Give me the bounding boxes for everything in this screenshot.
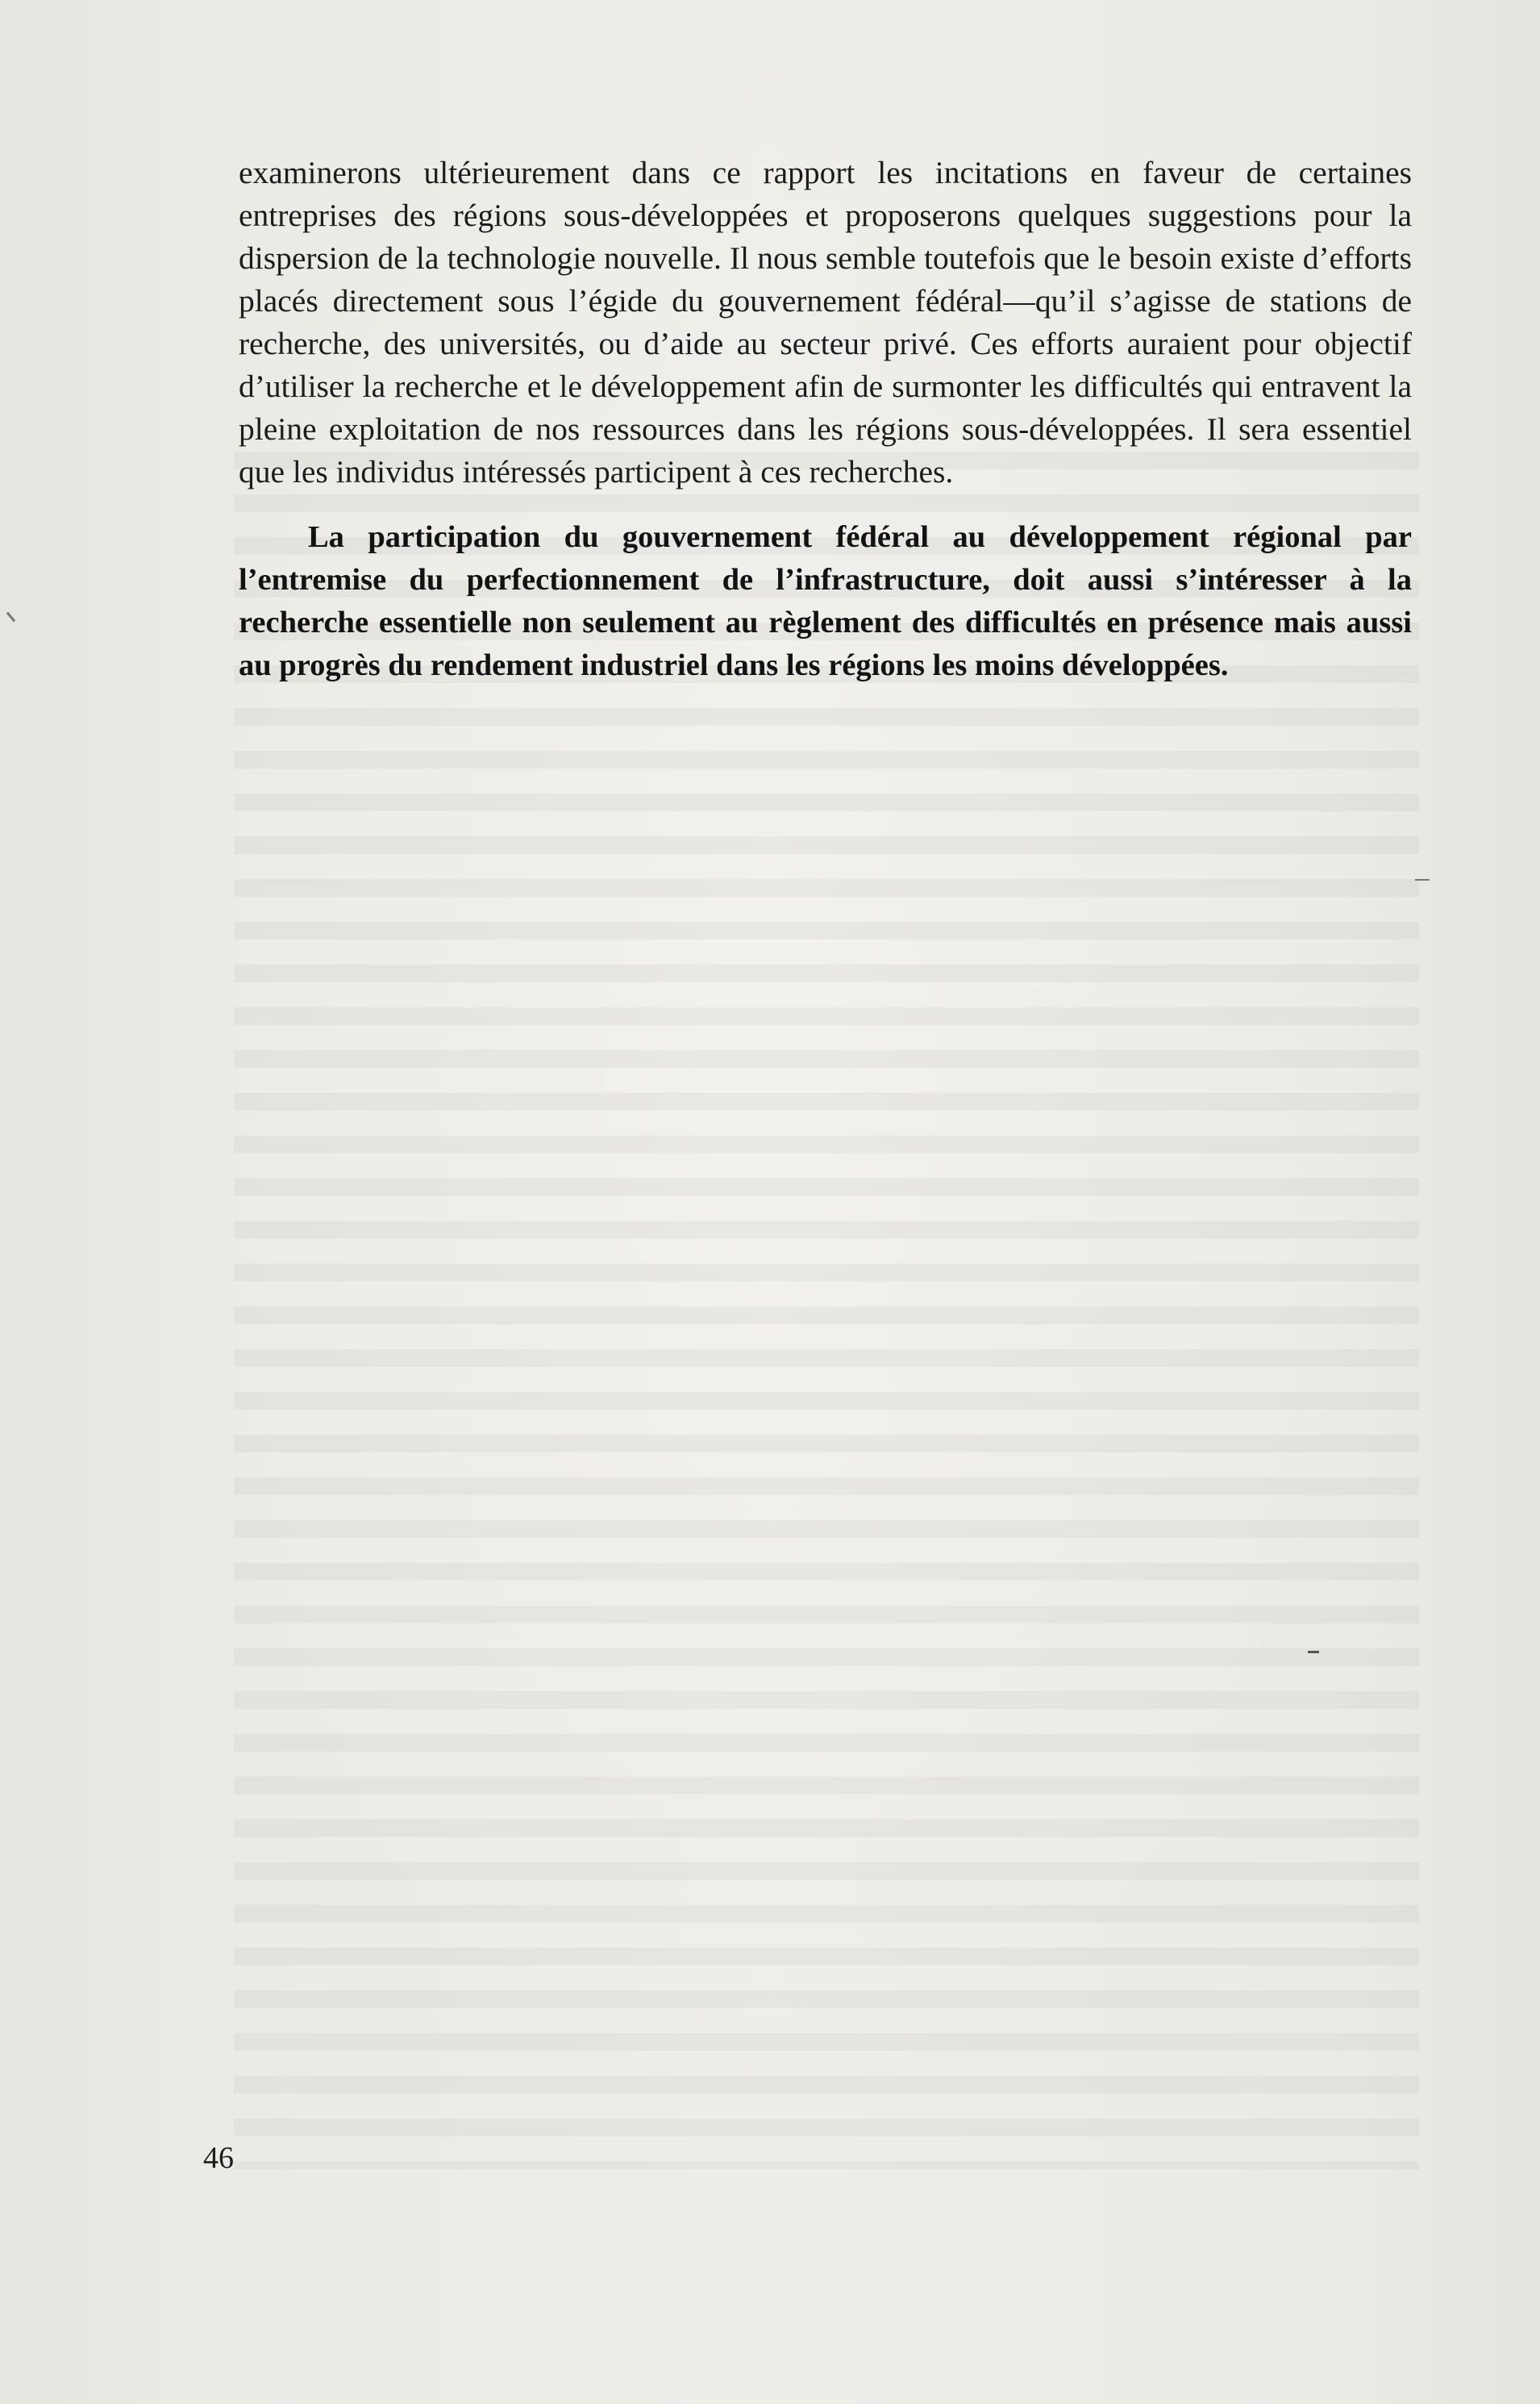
bleed-through-text <box>234 452 1419 2169</box>
margin-mark <box>6 612 15 623</box>
margin-mark <box>1415 879 1430 881</box>
ink-speck <box>1308 1651 1319 1653</box>
body-paragraph: examinerons ultérieurement dans ce rapport les incitations en faveur de certaines entreprises des régions sous-développées et proposerons quelques suggestions pour la dispersion de la technologie nouvelle. Il nous semble toutefois que le besoin existe d’efforts placés directement sous l’égide du gouvernement fédéral—qu’il s’agisse de stations de recherche, des universités, ou d’aide au secteur privé. Ces efforts auraient pour objectif d’utiliser la recherche et le développement afin de surmonter les difficultés qui entravent la pleine exploitation de nos ressources dans les régions sous-développées. Il sera essentiel que les individus intéressés participent à ces recherches. <box>239 155 1412 490</box>
bold-recommendation-paragraph: La participation du gouvernement fédéral au développement régional par l’entremise du perfectionnement de l’infrastructure, doit aussi s’intéresser à la recherche essentielle non seulement au règlement des difficultés en présence mais aussi au progrès du rendement industriel dans les régions les moins développées. <box>239 520 1412 682</box>
page-number: 46 <box>203 2141 234 2175</box>
